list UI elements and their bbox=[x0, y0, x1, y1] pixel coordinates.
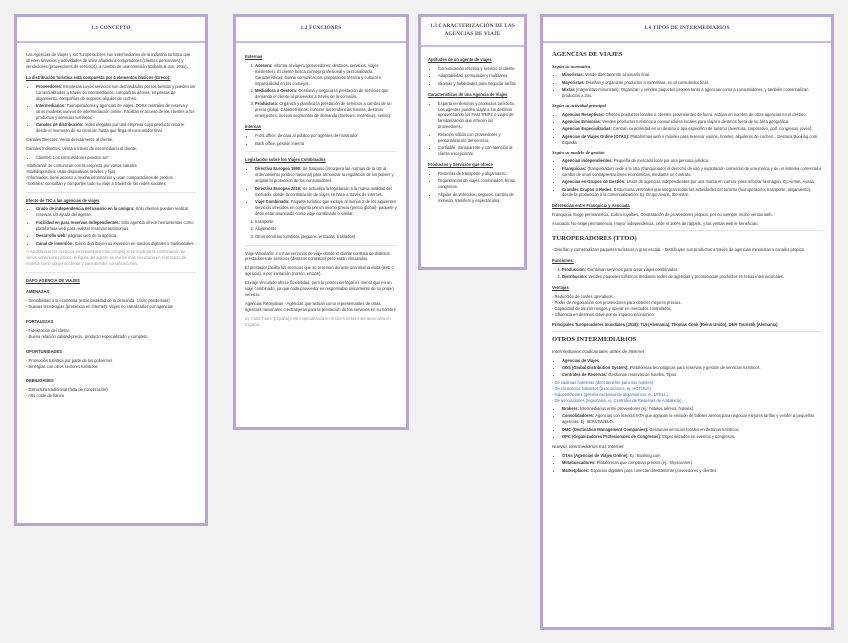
list-item: • Metabuscadores: Plataformas que comparan precios (ej.: Skyscanner). bbox=[562, 460, 822, 466]
text: Agencias Receptivas - Agencias que actúan como representantes de otras agencias nacionales o extranjeras para la prestación de los servicios en su nombre. bbox=[245, 301, 398, 312]
list-item: • Back office: gestión interna bbox=[255, 141, 397, 147]
subheading: Funciones: bbox=[552, 257, 574, 263]
section-title: AGENCIAS DE VIAJES bbox=[552, 51, 623, 58]
norm-list bbox=[562, 72, 822, 99]
list-item: • Mayoristas: Diseñan y organizan productos a minoristas, no al consumidor final. bbox=[562, 80, 822, 86]
list-item: • Front office: de cara al público por agentes de mostrador bbox=[255, 133, 397, 139]
list-item: • Agencias Receptivas: Ofrecen productos locales a clientes provenientes de fuera. Actúan en nombre de otras agencias en el destino. bbox=[562, 112, 822, 118]
list-item: 2. Mediadora o Gestora: Gestiona y negocia la prestación de servicios que demanda el cliente al proveedor a través de la comisión. bbox=[255, 88, 397, 100]
text: - Sensibilidad a la economía (estacionalidad de la demanda, crisis, pandemias) bbox=[26, 298, 170, 304]
list-item: • Relación sólida con proveedores y personalización del servicio. bbox=[438, 132, 517, 144]
list-item: • DMC (Destination Management Companies): Gestionan servicios locales en destinos turísticos. bbox=[562, 427, 822, 433]
list-item: • Grado de independencia del usuario en la compra: Sólo clientes pueden realizar reservas sin ayuda del agente. bbox=[36, 206, 196, 218]
section-title: TUROPERADORES (TTOO) bbox=[552, 235, 637, 243]
text: - Diseñan y comercializan paquetes turísticos a gran escala. - Distribuyen sus productos a través de agencias minoristas o canales propios. bbox=[552, 246, 806, 252]
list-item: 1. Asesora: informa al viajero (proveedores, destinos, servicios, viajes existentes). El cliente busca consejo profesional y personalizado. Características: buena comunicación, preparación técnica y cultural e imparcialidad en los consejos. bbox=[255, 63, 397, 87]
list-item: • Brokers: Intermediarios entre proveedores (ej.: hoteles aéreos, hoteles). bbox=[562, 406, 822, 412]
subheading: OPORTUNIDADES bbox=[26, 348, 62, 354]
list-item: • Proveedores: Empresas cuyos servicios son demandados por los turistas y pueden ser comercializados a través de intermediarios: compañías aéreas, empresas de alojamiento, compañías de seguros, alquiler de coches. bbox=[36, 84, 196, 102]
car-list bbox=[438, 101, 517, 157]
list-item: • Consolidadores: Agencias con licencia IATA que agrupan la emisión de billetes aéreos para negociar mejores tarifas y vender a pequeñas agencias. Ej. SERVIVUELO. bbox=[562, 413, 822, 425]
text: - Reducción de costes operativos. bbox=[552, 293, 614, 299]
subheading: Nuevos intermediarios tras Internet bbox=[552, 444, 624, 450]
text: - De cadenas hoteleras (directamente para sus hoteles). bbox=[552, 380, 655, 386]
text: - Capacidad de asumir riesgos y operar en mercados controlados. bbox=[552, 305, 672, 311]
text: Asociada: No exige permanencia, mayor independencia, cede el 100% de rappels, y las ventas web le benefician. bbox=[552, 221, 759, 227]
trad2-list bbox=[562, 406, 822, 440]
list-item: • Organización de viajes combinados, ferias, congresos. bbox=[438, 178, 517, 190]
text: El viaje vinculado ofrece flexibilidad, pero la protección legal es menor que en un viaje combinado, ya que cada proveedor es responsable únicamente de su propio servicio. bbox=[245, 280, 394, 298]
pin-icon: ⋯ bbox=[515, 20, 520, 26]
section-heading: Legislación sobre los Viajes Combinados bbox=[245, 157, 326, 163]
text: - Alto coste de fianza bbox=[26, 393, 65, 399]
card-concepto bbox=[14, 14, 208, 526]
act-list bbox=[562, 112, 822, 146]
text: - Promoción turística por parte de los gobiernos bbox=[26, 357, 113, 363]
section-heading: Aptitudes de un agente de viajes bbox=[428, 57, 492, 62]
text: Viaje Vinculado: 2 o más servicios de viaje donde el cliente contrata de distintos prestadores de servicios (distintos contratos) pero están vinculados. bbox=[245, 250, 390, 262]
text: Canales Indirectos: Venta a través de intermediario al cliente. bbox=[26, 145, 138, 151]
list-item: • Adaptabilidad, persuasión y multitarea bbox=[438, 73, 517, 79]
apt-list bbox=[438, 66, 517, 87]
section-heading: Efecto de TIC a las agencias de viajes bbox=[26, 197, 100, 203]
list-item: • Reservas de transporte y alojamiento. bbox=[438, 171, 517, 177]
section-title: OTROS INTERMEDIARIOS bbox=[552, 336, 637, 344]
card-tipos-intermediarios bbox=[540, 14, 834, 630]
list-item: • OPC (Organizadores Profesionales de Congresos): Especializados en eventos y congresos. bbox=[562, 434, 822, 440]
subheading: Según su actividad principal bbox=[552, 102, 606, 108]
list-item: • Alquiler de vehículos, seguros, cambio de moneda, transfers y espectáculos. bbox=[438, 192, 517, 204]
list-item: • Canal de inversión: Cómo distribuyen su inversión en medios digitales o tradicionales. bbox=[36, 241, 196, 247]
ext-list bbox=[255, 63, 397, 119]
list-item: • Desarrollo web: páginas web de la agencia. bbox=[36, 233, 196, 239]
list-item: 2. Alojamiento bbox=[255, 226, 397, 232]
list-item: • Intermediarios: Touroperadores y agencias de viajes, DOSs centrales de reserva y otros modelos nuevos de intermediación online. Facilitan el acceso de los clientes a los productos y servicios turísticos. bbox=[36, 103, 196, 121]
text: -Multicanal: se comunican con la empresa por varios canales bbox=[26, 162, 137, 168]
list-item: • Directiva Europea 1990: Se traspuso (incorpora las normas de la UE al ordenamiento jurídico nacional) para armonizar la regulación de los países y ampliar la protección de los consumidores. bbox=[255, 166, 397, 184]
subheading: Ventajas bbox=[552, 284, 569, 290]
list-item: • Canales de distribución: redes elegidas por una empresa cuyo producto recorre desde el momento de su creación hasta que llega al consumidor final. bbox=[36, 122, 196, 134]
list-item: 3. Productora: Organiza y planifica la prestación de servicios a cambio de un precio global. Características: conocer las tendencias futuras, destinos emergentes, nuevos segmentos de demanda (Nietsure, incentivos, senior). bbox=[255, 101, 397, 119]
pin-icon: ⋯ bbox=[397, 20, 402, 26]
list-item: • Agencias Especializadas: Centran su actividad en un destino o tipo específico de turismo (aventura, corporativo, golf, congresos, joven). bbox=[562, 126, 822, 132]
list-item: • Grandes Grupos o Redes: Estructuras verticales que integran todas las actividades del turismo (touroperación, transporte, alojamiento), desde la producción a la comercialización. Ej. Grupo Avoris, Iberostar. bbox=[562, 187, 822, 199]
faded-text: A medida que los servicios se ensamblan más complejos se implican la combinación de varios servicios turísticos, la figura del agente se vuelve más necesaria en el proceso de reserva como apoyo al cliente y para atender complicaciones. bbox=[26, 249, 187, 267]
faded-text: Ej. Catai Tours (España) está especializada en recibir turistas internacionales en España. bbox=[245, 315, 391, 327]
section-heading: Diferencias entre Franquicia y Asociada bbox=[552, 203, 630, 209]
list-item: • Comunicación efectiva y servicio al cliente bbox=[438, 66, 517, 72]
subheading: AMENAZAS bbox=[26, 289, 50, 295]
text: - Nuevas tecnologías (presencia en internet): Viajes no canalizados por agencias bbox=[26, 304, 173, 309]
list-item: 2. Distribución: Venden paquetes turísticos mediante redes de agencias y promocionan productos en ferias internacionales. bbox=[562, 274, 822, 280]
card-title: 1.4 TIPOS DE INTERMEDIARIOS bbox=[543, 17, 831, 43]
section-heading: Externas bbox=[245, 54, 263, 59]
text: El prestador facilita los servicios que se reservan durante una misma visita (web o agencia), o por invitación (correo, enlace). bbox=[245, 265, 394, 277]
section-heading: Productos y Servicios que ofrece bbox=[428, 161, 493, 167]
text: -Multidispositivo: usan dispositivos móviles y fijos bbox=[26, 168, 116, 174]
text: Principales Turoperadores mundiales (2018): TUI (Alemania), Thomas Cook (Reino Unido), DER Touristik (Alemania) bbox=[552, 322, 778, 328]
nuevos-list bbox=[562, 453, 822, 474]
list-item: • GDS (Global Distribution System): Plataformas tecnológicas para reservas y gestión de servicios turísticos. bbox=[562, 365, 822, 371]
trad-list bbox=[562, 358, 822, 379]
list-item: • Facilidad en para reservas independientes: Sólo agencia ofrece herramientas como plataformas web para realizar reservas autónomas. bbox=[36, 220, 196, 232]
list-item: • Agencias Emisoras: Venden productos turísticos a consumidores locales para viajar a destinos fuera de su área geográfica. bbox=[562, 119, 822, 125]
func-list bbox=[562, 267, 822, 280]
list-item: • Agencias de Viajes bbox=[562, 358, 822, 364]
neg-list bbox=[562, 158, 822, 198]
list-item: • Franquicias: (franquiciador) cede a la otra (franquiciado) el derecho de uso y explotación comercial de una marca y de un sistema comercial a cambio de unas contraprestaciones económicas, mediante un contrato. bbox=[562, 166, 822, 178]
subheading: FORTALEZAS bbox=[26, 318, 54, 324]
list-item: • Idiomas y habilidades para negociar tarifas bbox=[438, 81, 517, 87]
intro-text: Las Agencias de Viajes y los Turoperadores son intermediarios de la industria turística que ofrecen servicios y actividades de valor añadido a compradores (clientes personales) y vendedores (proveedores de servicios), a cambio de una comisión (Bubalis & Jun, 2011). bbox=[26, 52, 191, 69]
subheading: DEBILIDADES bbox=[26, 378, 54, 384]
section-heading: DAFO AGENCIA DE VIAJES bbox=[26, 278, 80, 284]
list-item: • Confiable, transparente y con atención al cliente excepcional. bbox=[438, 145, 517, 157]
list-item: • Directiva Europea 2015: Se actualiza la legislación a la nueva realidad del mercado, donde la contratación de viajes se hace a través de internet. bbox=[255, 186, 397, 198]
subheading: Intermediarios tradicionales antes de Internet bbox=[552, 348, 644, 354]
text: - Independientes (gestión exclusiva de alojamientos, ej. UTELL). bbox=[552, 392, 669, 398]
text: - Buena relación calidad-precio, producto especializado y completo bbox=[26, 333, 148, 339]
pin-icon: ⋯ bbox=[822, 20, 827, 26]
section-heading: Características de una Agencia de Viajes bbox=[428, 91, 508, 97]
section-heading: La distribución turística está compuesta por 4 elementos básicos (Greco): bbox=[26, 74, 171, 80]
list-item: • Marketplaces: Espacios digitales para conectar directamente proveedores y clientes. bbox=[562, 468, 822, 474]
subheading: Según su modelo de gestión bbox=[552, 149, 605, 155]
text: - Estructura tradicional (falta de cooperación) bbox=[26, 387, 108, 393]
list-item: 1. Producción: Combinan servicios para crear viajes combinados. bbox=[562, 267, 822, 273]
list-item: • Centrales de Reservas: Gestionan reservas de hoteles. Tipos: bbox=[562, 372, 822, 378]
card-caracterizacion bbox=[418, 14, 527, 270]
card-funciones bbox=[233, 14, 409, 430]
list-item: • Minoristas: Vende directamente al usuario final. bbox=[562, 72, 822, 78]
list-item: • Agencias de Viajes Online (OTAS): Plataformas web o móviles para reservar vuelos, hoteles, alquileres de coches... Destaca Booking.com, Expedia. bbox=[562, 134, 822, 146]
int-list bbox=[255, 133, 397, 146]
card-title: 1.2 FUNCIONES bbox=[236, 17, 406, 43]
list-item: • Agencias independientes: Pequeña de mercado local por una persona jurídica. bbox=[562, 158, 822, 164]
text: - Fidelización del cliente bbox=[26, 327, 70, 333]
dist-list bbox=[36, 84, 196, 134]
pin-icon: ⋯ bbox=[196, 20, 201, 26]
list-item: • Clientes: Los consumidores pueden ser: bbox=[36, 155, 196, 161]
list-item: • Mixtas (mayoristas-minoristas): Organizan y venden paquetes propios tanto a agencias como a consumidores, y también comercializan productos a 3os. bbox=[562, 87, 822, 99]
text: - Influencia en destinos clave por su impacto económico. bbox=[552, 311, 655, 317]
text: - De asociaciones (regionales, ej. Centrales de Reservas de Andalucía). bbox=[552, 398, 683, 404]
section-heading: Internas bbox=[245, 124, 261, 130]
subheading: Según su normativa bbox=[552, 63, 591, 69]
list-item: • Agencias en Grupos de Gestión: Unión de agencias independientes por una marca en común, para reforzar la imagen. Ej: Airmet, Avasa. bbox=[562, 179, 822, 185]
list-item: 3. Otros servicios turísticos (seguros, entradas, traslados) bbox=[255, 234, 397, 240]
list-item: • Experta en destinos y productos turísticos. Los agentes pueden viajar a los destinos aprovechando los FAM TRIPS o viajes de familiarización que ofrecen los proveedores. bbox=[438, 101, 517, 131]
leg-sublist bbox=[255, 219, 397, 240]
tic-list bbox=[36, 206, 196, 246]
card-title: 1.1 CONCEPTO bbox=[17, 17, 205, 43]
prod-list bbox=[438, 171, 517, 204]
text: Canales Directos: Venta directamente al cliente. bbox=[26, 137, 114, 143]
leg-list bbox=[255, 166, 397, 216]
text: Franquicia: Exige permanencia, Cobra royalties, Contratación de proveedores propios, por no siempre recibe ventas web. bbox=[552, 212, 773, 218]
list-item: 1. transporte bbox=[255, 219, 397, 225]
card-title: 1.3 CARACTERIZACIÓN DE LAS AGENCIAS DE VIAJE bbox=[421, 17, 524, 47]
text: - De consorcios hoteleros (asociaciones, ej. HOTUSA). bbox=[552, 386, 652, 392]
text: -Sociales: consultan y comparten todo su viaje a través de las redes sociales bbox=[26, 180, 166, 186]
list-item: • Viaje Combinado: Paquete turístico que incluye al menos 2 de los siguientes servicios ofrecidos en conjunto por un mismo precio (precio global)- paquete y debe estar anunciado como viaje combinado o similar. bbox=[255, 199, 397, 217]
clientes-list bbox=[36, 155, 196, 161]
text: - Poder de negociación con proveedores para obtener mejores precios. bbox=[552, 299, 682, 305]
text: -Informados: tiene acceso a mucha información y usan comparadores de precios bbox=[26, 174, 173, 180]
list-item: • OTAs (Agencias de Viajes Online): Ej.: Booking.com bbox=[562, 453, 822, 459]
text: - Sinergias con otros sectores turísticos bbox=[26, 363, 98, 369]
